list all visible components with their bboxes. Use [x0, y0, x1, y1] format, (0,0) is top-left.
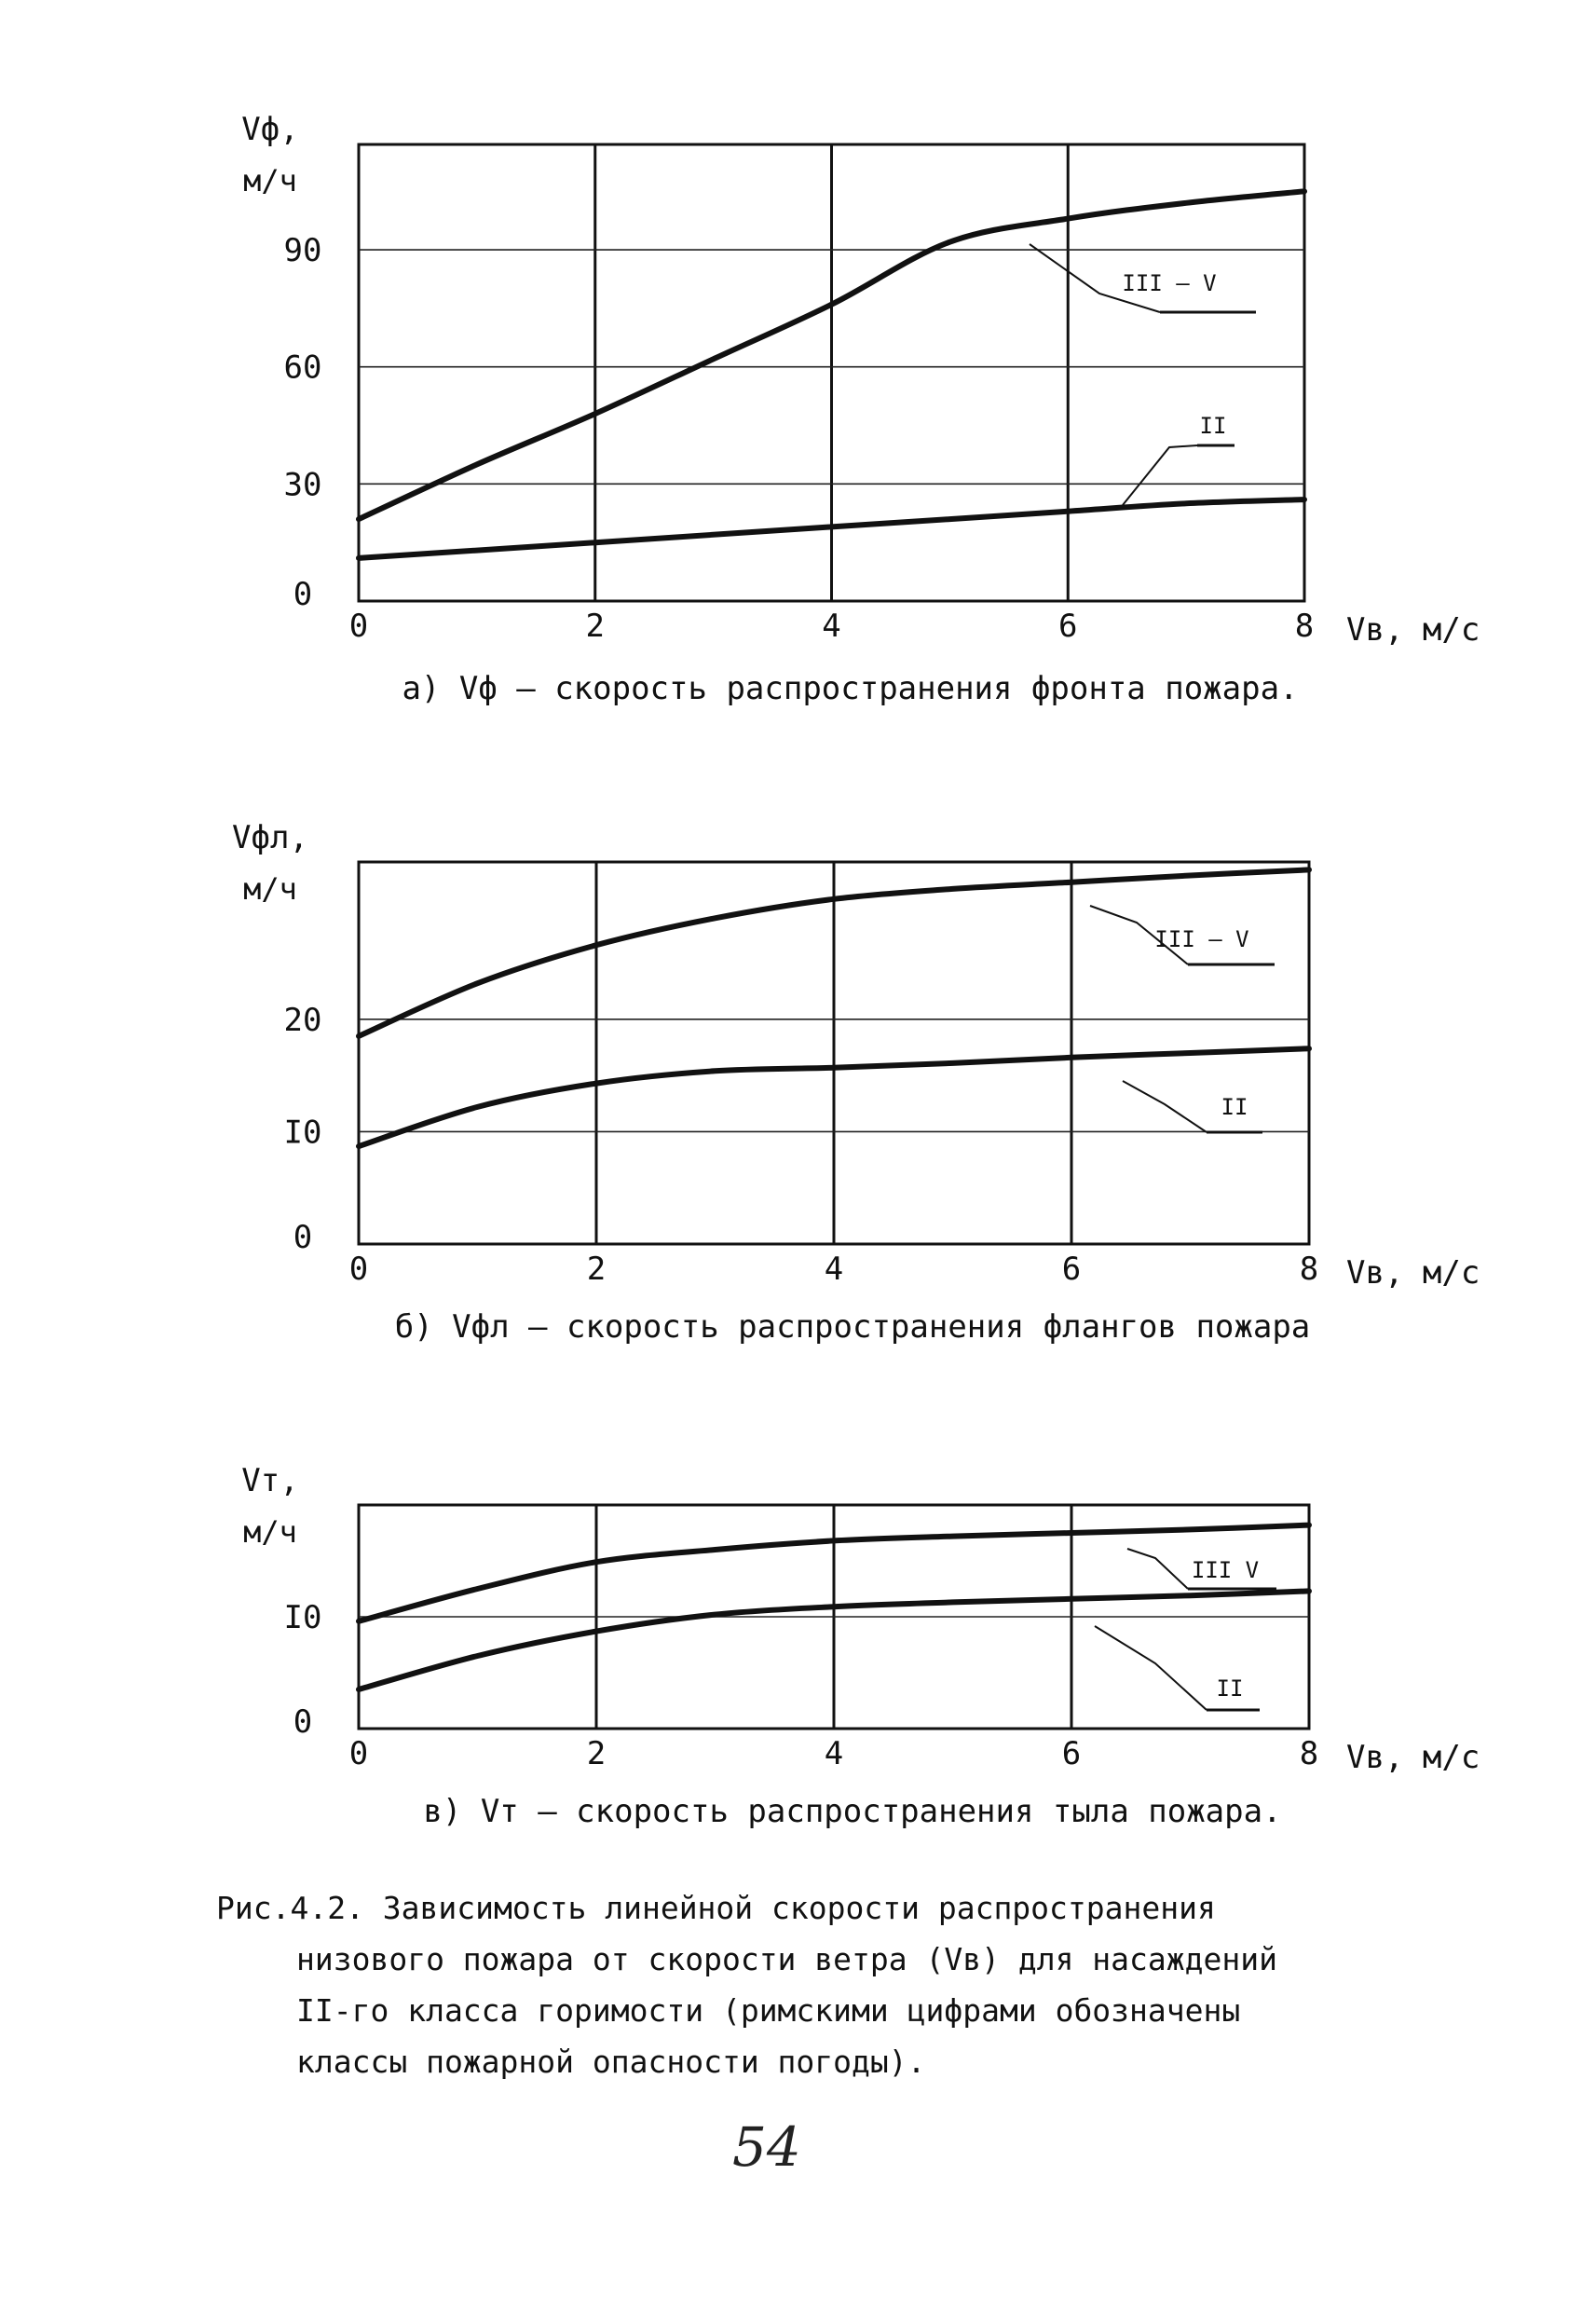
series-label: II — [1221, 1094, 1248, 1120]
x-tick-label: 8 — [1299, 1735, 1319, 1772]
y-tick-label: 0 — [293, 1219, 313, 1256]
x-tick-label: 6 — [1061, 1251, 1082, 1288]
chart-title: а) Vф – скорость распространения фронта пожара. — [402, 670, 1299, 707]
series-leader-line — [1095, 1626, 1207, 1710]
x-axis-label: Vв, м/с — [1346, 611, 1480, 649]
x-tick-label: 6 — [1058, 608, 1078, 645]
x-axis-label: Vв, м/с — [1346, 1739, 1480, 1776]
caption-line-2: низового пожара от скорости ветра (Vв) для насаждений — [296, 1941, 1277, 1977]
y-tick-label: 0 — [293, 1703, 313, 1741]
y-tick-label: 30 — [283, 466, 322, 504]
series-leader-line — [1123, 445, 1197, 505]
x-tick-label: 8 — [1294, 608, 1315, 645]
y-axis-unit: м/ч — [243, 163, 297, 198]
series-label: III – V — [1122, 270, 1217, 296]
x-tick-label: 0 — [348, 608, 369, 645]
y-tick-label: 60 — [283, 349, 322, 387]
x-tick-label: 2 — [585, 608, 605, 645]
series-label: III – V — [1154, 926, 1249, 952]
y-tick-label: 20 — [283, 1001, 322, 1039]
figure-caption — [216, 1882, 1465, 2087]
chart-rear-speed — [0, 1454, 1596, 1882]
series-leader-line — [1123, 1081, 1207, 1132]
caption-line-1: Рис.4.2. Зависимость линейной скорости распространения — [216, 1890, 1216, 1926]
y-axis-unit: м/ч — [243, 871, 297, 907]
series-label: II — [1199, 413, 1227, 439]
y-tick-label: I0 — [283, 1114, 322, 1152]
x-tick-label: 0 — [348, 1735, 369, 1772]
caption-line-4: классы пожарной опасности погоды). — [296, 2044, 926, 2080]
y-tick-label: I0 — [283, 1599, 322, 1636]
y-axis-label: Vф, — [241, 111, 299, 148]
y-axis-label: Vфл, — [232, 819, 308, 856]
caption-line-3: II-го класса горимости (римскими цифрами обозначены — [296, 1992, 1241, 2029]
y-axis-unit: м/ч — [243, 1514, 297, 1550]
x-tick-label: 0 — [348, 1251, 369, 1288]
y-axis-label: Vт, — [241, 1462, 299, 1499]
y-tick-label: 0 — [293, 576, 313, 613]
x-tick-label: 2 — [586, 1251, 607, 1288]
x-tick-label: 4 — [824, 1735, 844, 1772]
x-tick-label: 4 — [824, 1251, 844, 1288]
chart-flank-speed — [0, 811, 1596, 1361]
series-leader-line — [1127, 1549, 1188, 1589]
series-label: III V — [1191, 1557, 1260, 1583]
x-tick-label: 6 — [1061, 1735, 1082, 1772]
y-tick-label: 90 — [283, 232, 322, 270]
x-tick-label: 4 — [822, 608, 841, 645]
chart-front-speed — [0, 103, 1596, 736]
x-tick-label: 2 — [586, 1735, 607, 1772]
x-axis-label: Vв, м/с — [1346, 1254, 1480, 1292]
page-number: 54 — [732, 2115, 801, 2179]
series-label: II — [1216, 1675, 1244, 1702]
x-tick-label: 8 — [1299, 1251, 1319, 1288]
chart-title: б) Vфл – скорость распространения флангов пожара — [394, 1308, 1311, 1346]
chart-title: в) Vт – скорость распространения тыла пожара. — [423, 1793, 1282, 1830]
